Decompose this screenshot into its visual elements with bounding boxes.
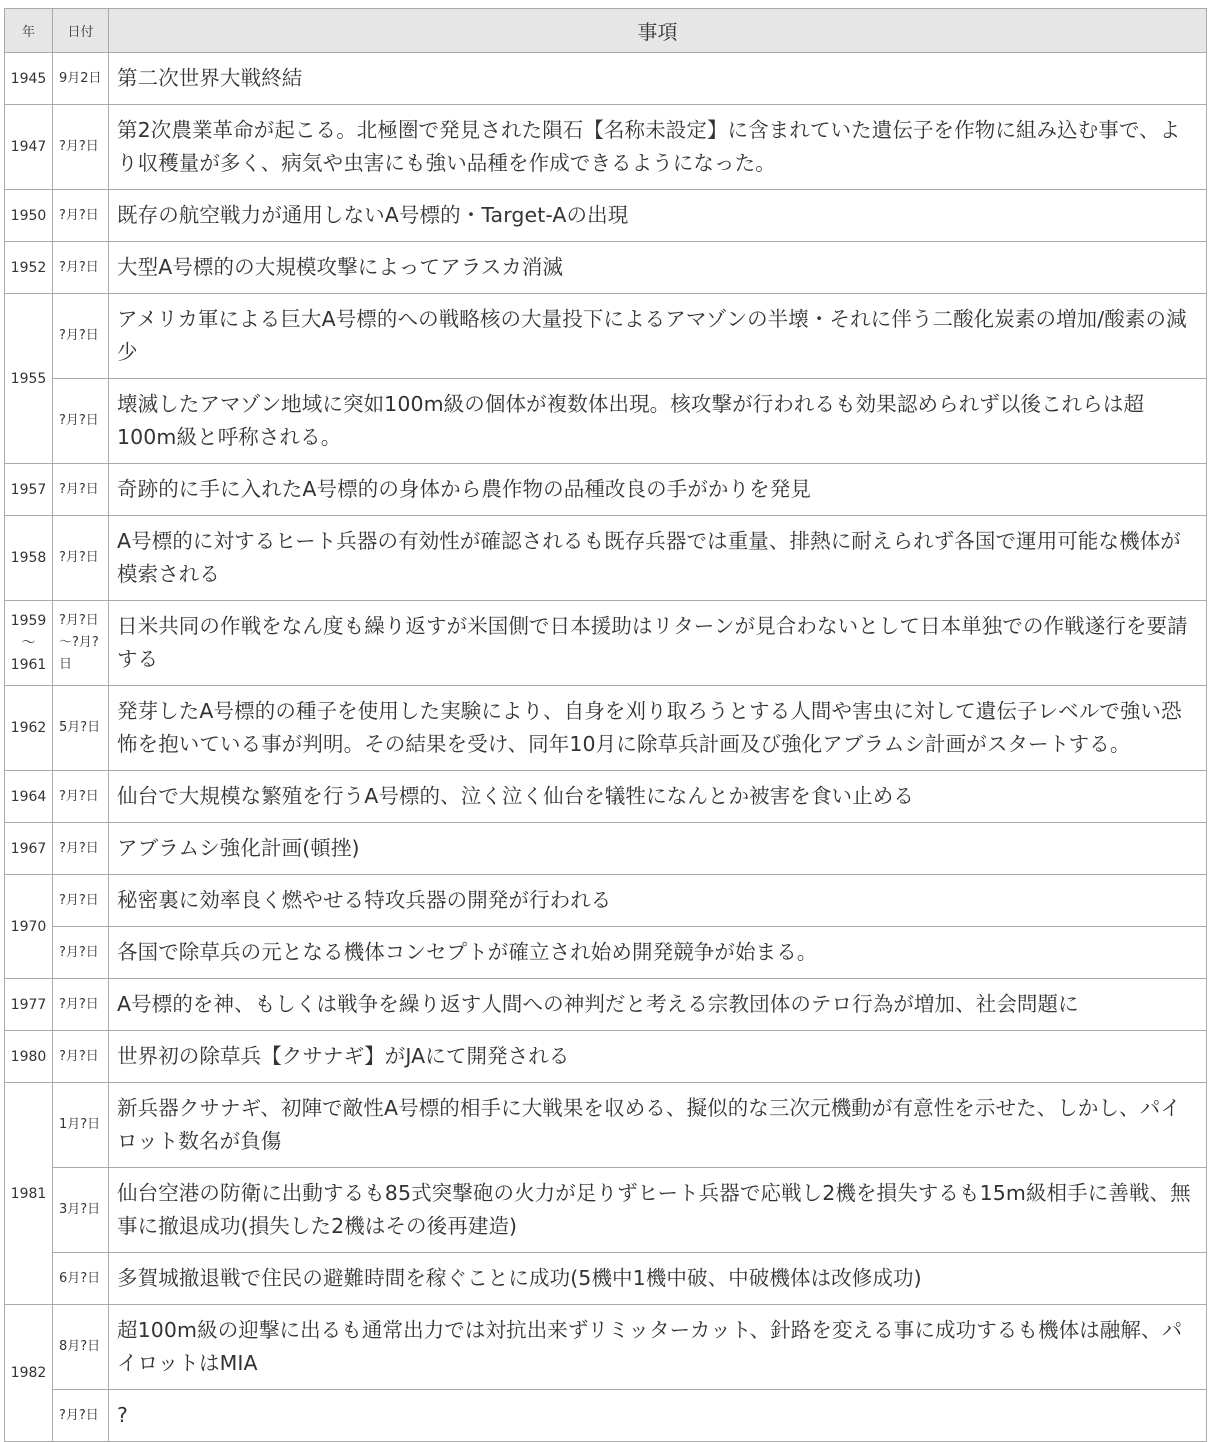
table-row <box>5 242 1207 294</box>
year-cell: 1970 <box>5 875 53 979</box>
table-row <box>5 1031 1207 1083</box>
year-cell: 1959～1961 <box>5 601 53 686</box>
date-cell: ?月?日～?月?日 <box>53 601 109 686</box>
event-cell: 第2次農業革命が起こる。北極圏で発見された隕石【名称未設定】に含まれていた遺伝子を作物に組み込む事で、より収穫量が多く、病気や虫害にも強い品種を作成できるようになった。 <box>109 105 1207 190</box>
event-column-header: 事項 <box>109 9 1207 53</box>
event-cell: 日米共同の作戦をなん度も繰り返すが米国側で日本援助はリターンが見合わないとして日本単独での作戦遂行を要請する <box>109 601 1207 686</box>
event-cell: 第二次世界大戦終結 <box>109 53 1207 105</box>
event-cell: 仙台で大規模な繁殖を行うA号標的、泣く泣く仙台を犠牲になんとか被害を食い止める <box>109 771 1207 823</box>
year-cell: 1958 <box>5 516 53 601</box>
event-cell: 各国で除草兵の元となる機体コンセプトが確立され始め開発競争が始まる。 <box>109 927 1207 979</box>
table-row <box>5 379 1207 464</box>
event-cell: 多賀城撤退戦で住民の避難時間を稼ぐことに成功(5機中1機中破、中破機体は改修成功) <box>109 1253 1207 1305</box>
table-row <box>5 1168 1207 1253</box>
year-column-header: 年 <box>5 9 53 53</box>
date-cell: ?月?日 <box>53 927 109 979</box>
date-cell: 8月?日 <box>53 1305 109 1390</box>
year-cell: 1945 <box>5 53 53 105</box>
year-cell: 1952 <box>5 242 53 294</box>
table-row <box>5 1083 1207 1168</box>
event-cell: 発芽したA号標的の種子を使用した実験により、自身を刈り取ろうとする人間や害虫に対して遺伝子レベルで強い恐怖を抱いている事が判明。その結果を受け、同年10月に除草兵計画及び強化アブラムシ計画がスタートする。 <box>109 686 1207 771</box>
date-column-header: 日付 <box>53 9 109 53</box>
event-cell: A号標的に対するヒート兵器の有効性が確認されるも既存兵器では重量、排熱に耐えられず各国で運用可能な機体が模索される <box>109 516 1207 601</box>
header-row <box>5 9 1207 53</box>
year-cell: 1947 <box>5 105 53 190</box>
date-cell: ?月?日 <box>53 190 109 242</box>
table-row <box>5 771 1207 823</box>
timeline-table <box>4 8 1207 1442</box>
event-cell: 超100m級の迎撃に出るも通常出力では対抗出来ずリミッターカット、針路を変える事に成功するも機体は融解、パイロットはMIA <box>109 1305 1207 1390</box>
year-cell: 1980 <box>5 1031 53 1083</box>
year-cell: 1967 <box>5 823 53 875</box>
event-cell: 奇跡的に手に入れたA号標的の身体から農作物の品種改良の手がかりを発見 <box>109 464 1207 516</box>
timeline-body <box>5 53 1207 1442</box>
table-row <box>5 823 1207 875</box>
date-cell: ?月?日 <box>53 242 109 294</box>
table-row <box>5 601 1207 686</box>
date-cell: 6月?日 <box>53 1253 109 1305</box>
event-cell: 大型A号標的の大規模攻撃によってアラスカ消滅 <box>109 242 1207 294</box>
year-cell: 1982 <box>5 1305 53 1442</box>
year-cell: 1964 <box>5 771 53 823</box>
year-cell: 1981 <box>5 1083 53 1305</box>
event-cell: アブラムシ強化計画(頓挫) <box>109 823 1207 875</box>
event-cell: ? <box>109 1390 1207 1442</box>
event-cell: A号標的を神、もしくは戦争を繰り返す人間への神判だと考える宗教団体のテロ行為が増加、社会問題に <box>109 979 1207 1031</box>
date-cell: 1月?日 <box>53 1083 109 1168</box>
table-row <box>5 464 1207 516</box>
table-row <box>5 294 1207 379</box>
date-cell: ?月?日 <box>53 771 109 823</box>
event-cell: 既存の航空戦力が通用しないA号標的・Target-Aの出現 <box>109 190 1207 242</box>
table-row <box>5 53 1207 105</box>
date-cell: ?月?日 <box>53 516 109 601</box>
table-row <box>5 927 1207 979</box>
date-cell: ?月?日 <box>53 875 109 927</box>
table-row <box>5 875 1207 927</box>
date-cell: ?月?日 <box>53 1031 109 1083</box>
year-cell: 1950 <box>5 190 53 242</box>
table-row <box>5 1390 1207 1442</box>
event-cell: 新兵器クサナギ、初陣で敵性A号標的相手に大戦果を収める、擬似的な三次元機動が有意性を示せた、しかし、パイロット数名が負傷 <box>109 1083 1207 1168</box>
table-row <box>5 516 1207 601</box>
year-cell: 1955 <box>5 294 53 464</box>
table-row <box>5 1305 1207 1390</box>
event-cell: アメリカ軍による巨大A号標的への戦略核の大量投下によるアマゾンの半壊・それに伴う二酸化炭素の増加/酸素の減少 <box>109 294 1207 379</box>
date-cell: 9月2日 <box>53 53 109 105</box>
event-cell: 世界初の除草兵【クサナギ】がJAにて開発される <box>109 1031 1207 1083</box>
table-row <box>5 1253 1207 1305</box>
year-cell: 1962 <box>5 686 53 771</box>
date-cell: ?月?日 <box>53 979 109 1031</box>
event-cell: 壊滅したアマゾン地域に突如100m級の個体が複数体出現。核攻撃が行われるも効果認められず以後これらは超100m級と呼称される。 <box>109 379 1207 464</box>
year-cell: 1977 <box>5 979 53 1031</box>
table-row <box>5 190 1207 242</box>
date-cell: 3月?日 <box>53 1168 109 1253</box>
table-row <box>5 979 1207 1031</box>
date-cell: 5月?日 <box>53 686 109 771</box>
year-cell: 1957 <box>5 464 53 516</box>
table-row <box>5 105 1207 190</box>
date-cell: ?月?日 <box>53 464 109 516</box>
date-cell: ?月?日 <box>53 823 109 875</box>
event-cell: 秘密裏に効率良く燃やせる特攻兵器の開発が行われる <box>109 875 1207 927</box>
date-cell: ?月?日 <box>53 105 109 190</box>
date-cell: ?月?日 <box>53 379 109 464</box>
table-row <box>5 686 1207 771</box>
event-cell: 仙台空港の防衛に出動するも85式突撃砲の火力が足りずヒート兵器で応戦し2機を損失するも15m級相手に善戦、無事に撤退成功(損失した2機はその後再建造) <box>109 1168 1207 1253</box>
date-cell: ?月?日 <box>53 294 109 379</box>
date-cell: ?月?日 <box>53 1390 109 1442</box>
